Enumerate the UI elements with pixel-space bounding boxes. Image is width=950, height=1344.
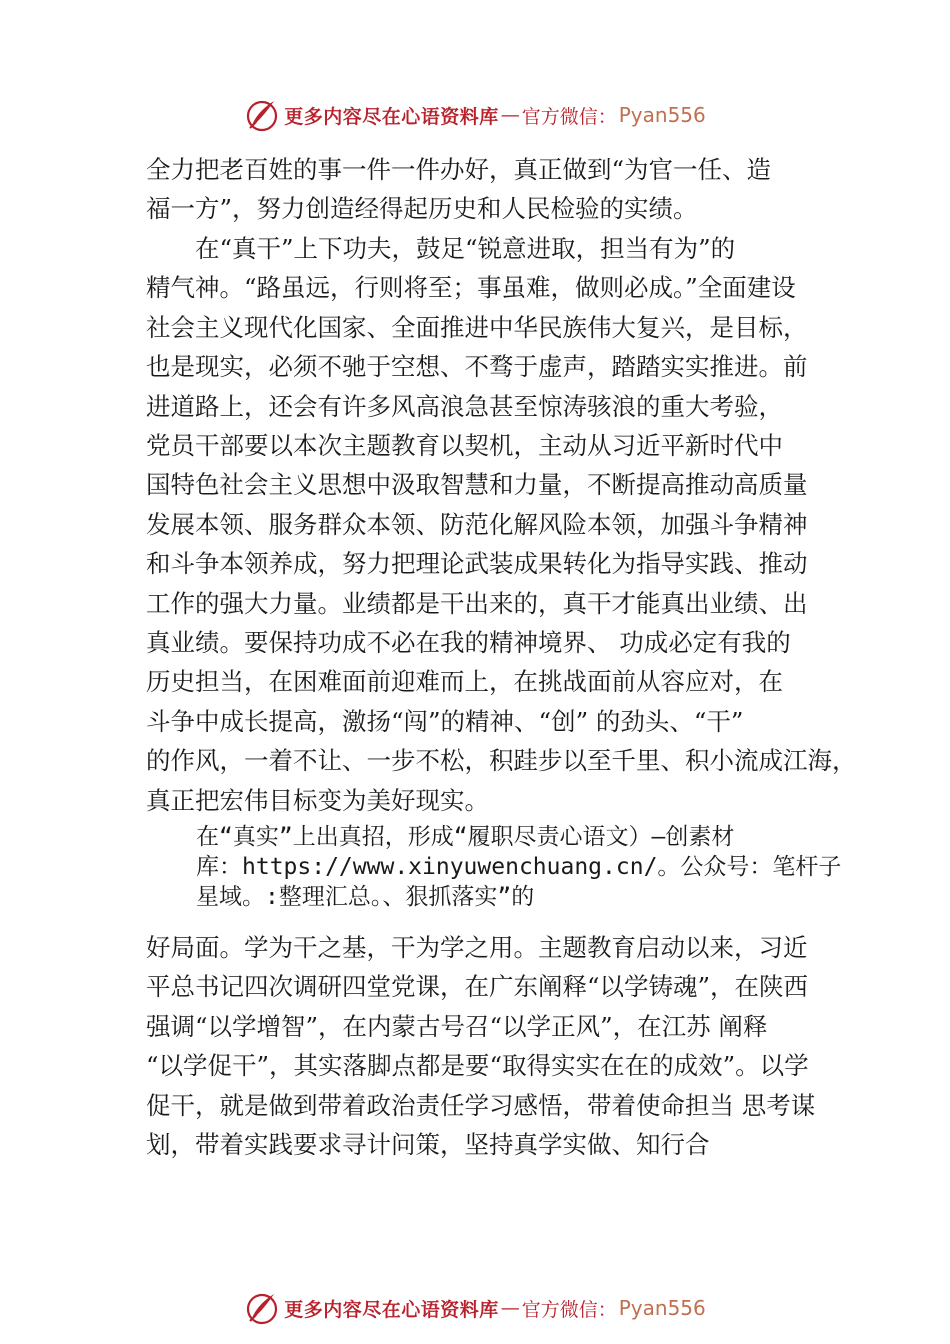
banner-wechat-id: Pyan556	[618, 1296, 706, 1320]
note-line: 在“真实”上出真招，形成“履职尽责心语文）—创素材	[196, 824, 735, 850]
text-line: 平总书记四次调研四堂党课，在广东阐释“以学铸魂”，在陕西	[146, 972, 809, 1002]
inserted-note	[196, 822, 846, 912]
text-line: 国特色社会主义思想中汲取智慧和力量，不断提高推动高质量	[146, 470, 808, 500]
text-line: 真业绩。要保持功成不必在我的精神境界、 功成必定有我的	[146, 628, 791, 658]
banner-separator: —	[500, 104, 520, 126]
footer-banner	[0, 1288, 950, 1328]
text-line: 进道路上，还会有许多风高浪急甚至惊涛骇浪的重大考验，	[146, 391, 783, 421]
banner-title: 更多内容尽在心语资料库	[284, 105, 499, 128]
text-line: 社会主义现代化国家、全面推进中华民族伟大复兴，是目标，	[146, 312, 808, 342]
banner-wechat-label: 官方微信：	[521, 105, 617, 128]
text-line: 强调“以学增智”，在内蒙古号召“以学正风”，在江苏 阐释	[146, 1011, 768, 1041]
text-line: 党员干部要以本次主题教育以契机，主动从习近平新时代中	[146, 431, 783, 461]
text-line: 促干，就是做到带着政治责任学习感悟，带着使命担当 思考谋	[146, 1090, 816, 1120]
text-line: 真正把宏伟目标变为美好现实。	[146, 785, 489, 815]
text-line: 斗争中成长提高，激扬“闯”的精神、“创” 的劲头、“干”	[146, 706, 744, 736]
quill-logo-icon	[244, 97, 280, 133]
text-line: 的作风，一着不让、一步不松，积跬步以至千里、积小流成江海，	[146, 746, 857, 776]
text-line: 在“真干”上下功夫，鼓足“锐意进取，担当有为”的	[146, 234, 736, 263]
header-banner	[0, 95, 950, 135]
banner-wechat-label: 官方微信：	[521, 1298, 617, 1321]
text-line: 工作的强大力量。业绩都是干出来的，真干才能真出业绩、出	[146, 588, 808, 618]
banner-title: 更多内容尽在心语资料库	[284, 1298, 499, 1321]
text-line: 历史担当，在困难面前迎难而上，在挑战面前从容应对，在	[146, 667, 783, 697]
paragraph-2	[146, 229, 857, 820]
paragraph-3	[146, 928, 836, 1164]
text-line: 精气神。“路虽远，行则将至；事虽难，做则必成。”全面建设	[146, 273, 796, 303]
text-line: 福一方”，努力创造经得起历史和人民检验的实绩。	[146, 194, 698, 224]
text-line: 发展本领、服务群众本领、防范化解风险本领，加强斗争精神	[146, 509, 808, 539]
text-line: 划，带着实践要求寻计问策，坚持真学实做、知行合	[146, 1130, 710, 1160]
text-line: “以学促干”，其实落脚点都是要“取得实实在在的成效”。以学	[146, 1051, 809, 1081]
note-line: 库：https://www.xinyuwenchuang.cn/。公众号：笔杆子	[196, 854, 842, 880]
note-line: 星域。:整理汇总。、狠抓落实”的	[196, 884, 535, 910]
banner-wechat-id: Pyan556	[618, 103, 706, 127]
banner-separator: —	[500, 1297, 520, 1319]
text-line: 也是现实，必须不驰于空想、不骛于虚声，踏踏实实推进。前	[146, 352, 808, 382]
text-line: 好局面。学为干之基，干为学之用。主题教育启动以来，习近	[146, 933, 808, 962]
text-line: 全力把老百姓的事一件一件办好，真正做到“为官一任、造	[146, 155, 772, 184]
quill-logo-icon	[244, 1290, 280, 1326]
text-line: 和斗争本领养成，努力把理论武装成果转化为指导实践、推动	[146, 549, 808, 579]
paragraph-1	[146, 150, 836, 229]
